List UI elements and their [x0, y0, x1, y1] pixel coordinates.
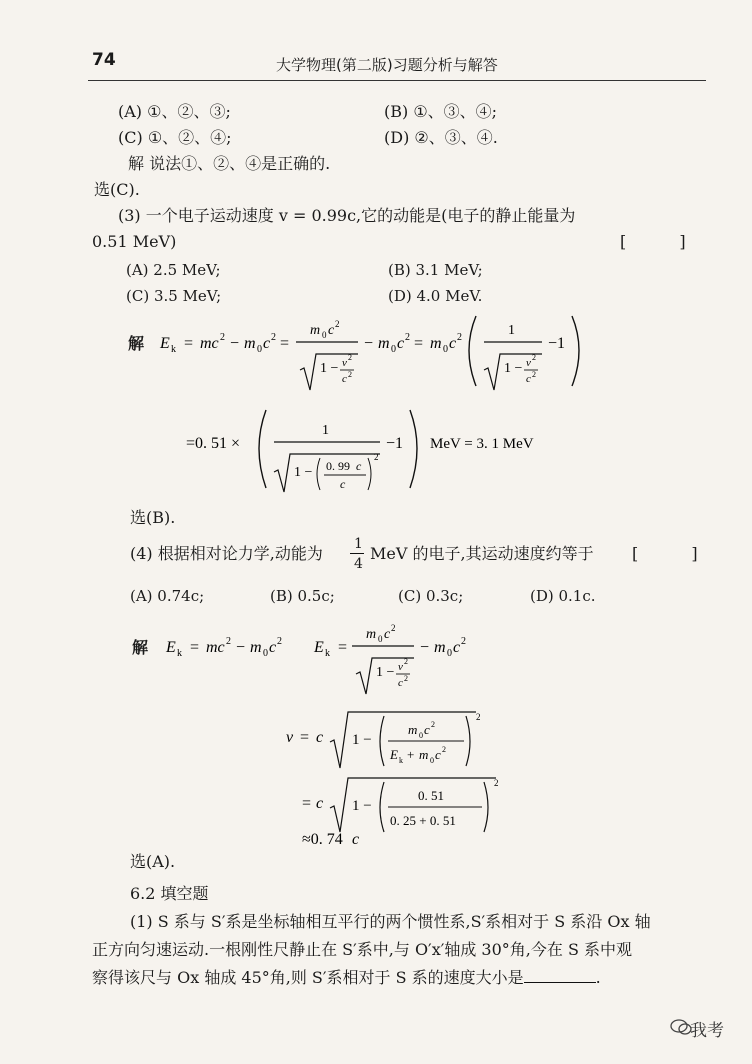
q4-stem-prefix: (4) 根据相对论力学,动能为	[130, 544, 323, 563]
svg-text:2: 2	[476, 712, 481, 722]
svg-text:−: −	[364, 335, 374, 352]
svg-text:m: m	[366, 627, 377, 642]
q3-stem-line2: 0.51 MeV)	[92, 232, 177, 251]
svg-text:k: k	[171, 344, 176, 355]
svg-text:1: 1	[508, 323, 515, 338]
svg-text:=: =	[338, 639, 348, 656]
svg-text:c: c	[356, 459, 362, 473]
svg-text:0: 0	[322, 330, 327, 340]
svg-text:+: +	[407, 747, 415, 762]
svg-text:2: 2	[348, 353, 352, 362]
q4-stem-fraction-bar	[350, 553, 364, 554]
svg-text:k: k	[325, 648, 330, 659]
fill-blank-q1-line3-text: 察得该尺与 Ox 轴成 45°角,则 S′系相对于 S 系的速度大小是	[92, 968, 524, 987]
svg-text:k: k	[399, 756, 403, 765]
svg-text:1 −: 1 −	[294, 465, 313, 480]
svg-text:c: c	[340, 477, 346, 491]
svg-text:E: E	[160, 335, 170, 352]
svg-text:c: c	[263, 335, 271, 352]
svg-text:2: 2	[405, 332, 410, 343]
q2-answer-choice: 选(C).	[94, 180, 140, 199]
svg-text:1 −: 1 −	[376, 665, 395, 680]
svg-text:2: 2	[494, 778, 499, 788]
svg-text:v: v	[286, 729, 294, 746]
svg-text:=: =	[302, 795, 312, 812]
svg-text:0. 99: 0. 99	[326, 459, 350, 473]
svg-text:≈0. 74: ≈0. 74	[302, 831, 343, 848]
q3-kinetic-energy-formula	[150, 310, 590, 400]
svg-text:1 −: 1 −	[352, 732, 372, 748]
q3-answer-choice: 选(B).	[130, 508, 176, 527]
svg-text:2: 2	[442, 745, 446, 754]
q4-relativistic-energy-formula	[310, 614, 480, 704]
q3-option-b: (B) 3.1 MeV;	[388, 261, 483, 279]
svg-text:2: 2	[457, 332, 462, 343]
svg-text:c: c	[342, 373, 347, 385]
svg-text:2: 2	[271, 332, 276, 343]
svg-text:c: c	[269, 639, 277, 656]
q4-answer-choice: 选(A).	[130, 852, 176, 871]
svg-text:m: m	[310, 323, 321, 338]
svg-text:2: 2	[391, 623, 396, 633]
q2-option-d: (D) ②、③、④.	[384, 128, 498, 147]
fill-blank-q1-end: .	[595, 968, 601, 987]
svg-text:=: =	[190, 639, 200, 656]
q4-kinetic-energy-definition	[160, 624, 300, 664]
fill-blank-q1-line2: 正方向匀速运动.一根刚性尺静止在 S′系中,与 O′x′轴成 30°角,今在 S 系中观	[92, 940, 633, 959]
svg-text:c: c	[316, 795, 324, 812]
svg-text:2: 2	[226, 636, 231, 647]
q3-stem-line1: (3) 一个电子运动速度 v = 0.99c,它的动能是(电子的静止能量为	[118, 206, 576, 225]
q4-stem-fraction-denominator: 4	[354, 556, 363, 572]
svg-text:=: =	[280, 335, 290, 352]
q4-option-b: (B) 0.5c;	[270, 587, 335, 605]
book-title: 大学物理(第二版)习题分析与解答	[276, 56, 498, 74]
svg-text:m: m	[434, 639, 446, 656]
q3-option-a: (A) 2.5 MeV;	[126, 261, 221, 279]
q4-stem-suffix: MeV 的电子,其运动速度约等于	[370, 544, 594, 563]
fill-blank-q1-line1: (1) S 系与 S′系是坐标轴相互平行的两个惯性系,S′系相对于 S 系沿 Ox 轴	[130, 912, 651, 931]
svg-text:2: 2	[374, 452, 379, 462]
q3-option-c: (C) 3.5 MeV;	[126, 287, 222, 305]
q4-velocity-formula	[280, 702, 500, 772]
svg-text:c: c	[352, 831, 360, 848]
svg-text:0: 0	[378, 634, 383, 644]
svg-text:2: 2	[220, 332, 225, 343]
svg-text:1 −: 1 −	[320, 361, 339, 376]
q2-option-b: (B) ①、③、④;	[384, 102, 498, 121]
svg-text:c: c	[328, 323, 335, 338]
svg-text:m: m	[250, 639, 262, 656]
svg-text:m: m	[419, 747, 429, 762]
svg-text:2: 2	[431, 720, 435, 729]
svg-text:c: c	[449, 335, 457, 352]
svg-text:2: 2	[277, 636, 282, 647]
q4-option-d: (D) 0.1c.	[530, 587, 596, 605]
q3-answer-bracket: [ ]	[620, 232, 710, 251]
section-title: 6.2 填空题	[130, 884, 209, 903]
svg-text:v: v	[342, 357, 347, 369]
header-rule	[88, 80, 706, 81]
svg-text:c: c	[397, 335, 405, 352]
svg-text:v: v	[526, 357, 531, 369]
answer-blank	[524, 968, 596, 983]
svg-text:k: k	[177, 648, 182, 659]
svg-text:2: 2	[335, 319, 340, 329]
svg-text:−1: −1	[548, 335, 566, 352]
svg-text:2: 2	[348, 370, 352, 379]
q4-velocity-result	[296, 826, 386, 852]
svg-text:c: c	[424, 722, 430, 737]
svg-text:0: 0	[391, 344, 396, 355]
svg-text:v: v	[398, 661, 403, 673]
page-number: 74	[92, 50, 116, 70]
q4-solution-label: 解	[132, 638, 149, 657]
q4-answer-bracket: [ ]	[632, 544, 722, 563]
svg-text:−1: −1	[386, 435, 404, 452]
chat-bubble-icon	[670, 1018, 692, 1036]
svg-text:c: c	[435, 747, 441, 762]
svg-text:0: 0	[257, 344, 262, 355]
svg-text:2: 2	[532, 370, 536, 379]
svg-text:0. 25 + 0. 51: 0. 25 + 0. 51	[390, 813, 456, 828]
svg-text:m: m	[430, 335, 442, 352]
svg-text:=0. 51 ×: =0. 51 ×	[186, 435, 241, 452]
q3-numeric-formula	[180, 404, 560, 496]
svg-text:E: E	[390, 747, 398, 762]
svg-text:2: 2	[532, 353, 536, 362]
svg-text:0: 0	[419, 731, 423, 740]
svg-text:MeV = 3. 1 MeV: MeV = 3. 1 MeV	[430, 436, 534, 452]
svg-text:=: =	[300, 729, 310, 746]
svg-text:1 −: 1 −	[352, 798, 372, 814]
fill-blank-q1-line3	[92, 968, 601, 988]
svg-text:c: c	[526, 373, 531, 385]
q2-solution-text: 解 说法①、②、④是正确的.	[128, 154, 331, 173]
svg-text:1 −: 1 −	[504, 361, 523, 376]
svg-text:−: −	[230, 335, 240, 352]
svg-text:=: =	[414, 335, 424, 352]
svg-text:c: c	[384, 627, 391, 642]
svg-text:−: −	[236, 639, 246, 656]
svg-text:−: −	[420, 639, 430, 656]
svg-text:2: 2	[461, 636, 466, 647]
svg-text:E: E	[314, 639, 324, 656]
q3-option-d: (D) 4.0 MeV.	[388, 287, 483, 305]
svg-text:0: 0	[447, 648, 452, 659]
svg-text:c: c	[316, 729, 324, 746]
watermark-text: 我考	[690, 1021, 724, 1041]
svg-text:m: m	[244, 335, 256, 352]
svg-text:0: 0	[263, 648, 268, 659]
svg-text:m: m	[408, 722, 418, 737]
svg-text:1: 1	[322, 423, 329, 438]
svg-text:2: 2	[404, 674, 408, 683]
svg-text:E: E	[166, 639, 176, 656]
svg-text:0: 0	[430, 756, 434, 765]
q4-option-c: (C) 0.3c;	[398, 587, 464, 605]
svg-text:0. 51: 0. 51	[418, 788, 444, 803]
q3-solution-label: 解	[128, 334, 145, 353]
svg-text:2: 2	[404, 657, 408, 666]
svg-text:c: c	[453, 639, 461, 656]
q4-stem-fraction-numerator: 1	[354, 536, 363, 552]
q2-option-c: (C) ①、②、④;	[118, 128, 232, 147]
svg-text:c: c	[398, 677, 403, 689]
q4-option-a: (A) 0.74c;	[130, 587, 205, 605]
svg-text:=: =	[184, 335, 194, 352]
svg-text:m: m	[378, 335, 390, 352]
svg-text:0: 0	[443, 344, 448, 355]
svg-text:mc: mc	[206, 639, 225, 656]
svg-text:mc: mc	[200, 335, 219, 352]
q2-option-a: (A) ①、②、③;	[118, 102, 231, 121]
